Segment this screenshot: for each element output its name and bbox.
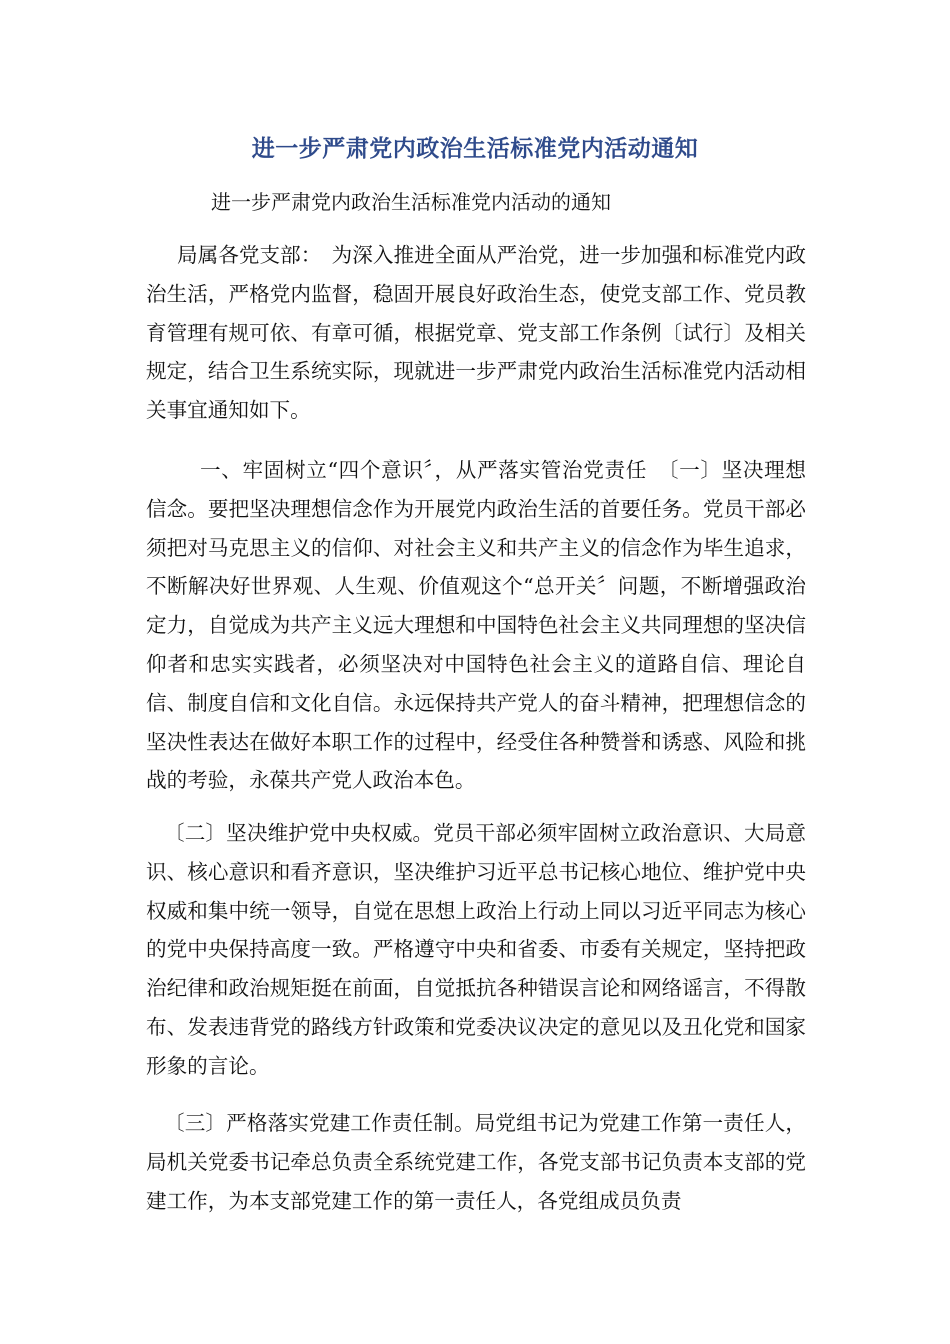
document-title: 进一步严肃党内政治生活标准党内活动通知 bbox=[251, 136, 699, 162]
paragraph-section-two: 〔二〕坚决维护党中央权威。党员干部必须牢固树立政治意识、大局意识、核心意识和看齐意识，坚决维护习近平总书记核心地位、维护党中央权威和集中统一领导，自觉在思想上政治上行动上同以习近平同志为核心的党中央保持高度一致。严格遵守中央和省委、市委有关规定，坚持把政治纪律和政治规矩挺在前面，自觉抵抗各种错误言论和网络谣言，不得散布、发表违背党的路线方针政策和党委决议决定的意见以及丑化党和国家形象的言论。 bbox=[146, 821, 806, 1078]
paragraph-section-three: 〔三〕严格落实党建工作责任制。局党组书记为党建工作第一责任人，局机关党委书记牵总负责全系统党建工作，各党支部书记负责本支部的党建工作，为本支部党建工作的第一责任人，各党组成员负责 bbox=[146, 1111, 806, 1213]
paragraph-intro: 局属各党支部： 为深入推进全面从严治党，进一步加强和标准党内政治生活，严格党内监督，稳固开展良好政治生态，使党支部工作、党员教育管理有规可依、有章可循，根据党章、党支部工作条例〔试行〕及相关规定，结合卫生系统实际，现就进一步严肃党内政治生活标准党内活动相关事宜通知如下。 bbox=[146, 243, 806, 423]
document-subtitle: 进一步严肃党内政治生活标准党内活动的通知 bbox=[211, 190, 611, 214]
paragraph-section-one: 一、牢固树立“四个意识〞，从严落实管治党责任 〔一〕坚决理想信念。要把坚决理想信念作为开展党内政治生活的首要任务。党员干部必须把对马克思主义的信仰、对社会主义和共产主义的信念作为毕生追求，不断解决好世界观、人生观、价值观这个“总开关〞问题，不断增强政治定力，自觉成为共产主义远大理想和中国特色社会主义共同理想的坚决信仰者和忠实实践者，必须坚决对中国特色社会主义的道路自信、理论自信、制度自信和文化自信。永远保持共产党人的奋斗精神，把理想信念的坚决性表达在做好本职工作的过程中，经受住各种赞誉和诱惑、风险和挑战的考验，永葆共产党人政治本色。 bbox=[146, 458, 806, 793]
